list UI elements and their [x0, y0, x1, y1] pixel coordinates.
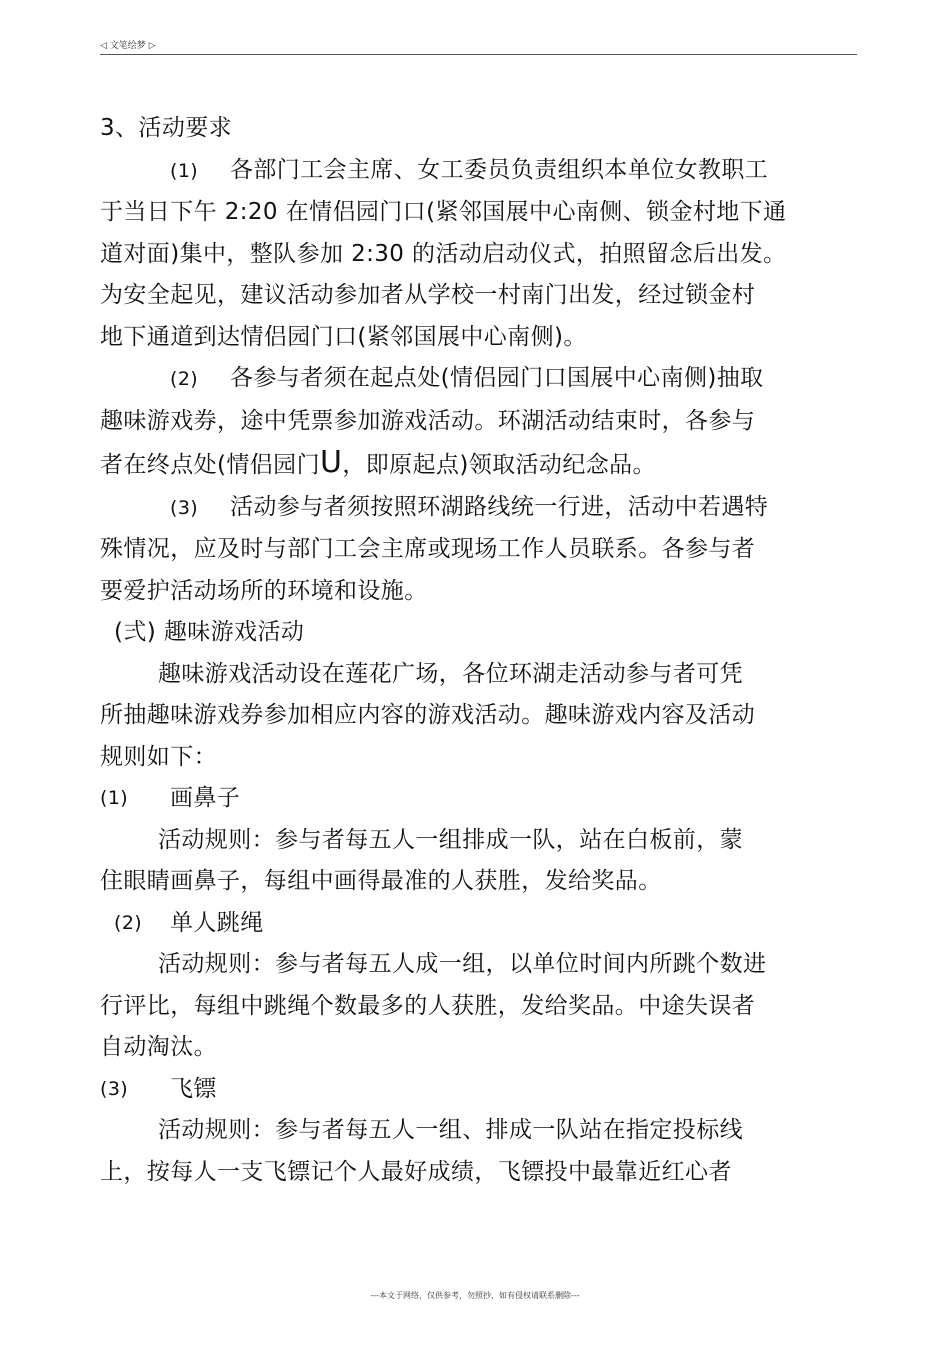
paragraph-line: 地下通道到达情侣园门口(紧邻国展中心南侧)。	[100, 323, 587, 350]
paragraph-line: 住眼睛画鼻子，每组中画得最准的人获胜，发给奖品。	[100, 868, 662, 894]
game-number: (2)	[114, 911, 143, 934]
game-name: 单人跳绳	[170, 909, 264, 936]
paragraph-line: 道对面)集中，整队参加 2:30 的活动启动仪式，拍照留念后出发。	[100, 240, 787, 267]
paragraph-line: 行评比，每组中跳绳个数最多的人获胜，发给奖品。中途失误者	[100, 992, 756, 1019]
line-text: 各参与者须在起点处(情侣园门口国展中心南侧)抽取	[230, 365, 764, 391]
section-heading: 3、活动要求	[100, 115, 233, 141]
game-name: 飞镖	[170, 1075, 217, 1102]
paragraph-line: 趣味游戏券，途中凭票参加游戏活动。环湖活动结束时，各参与	[100, 407, 756, 434]
paragraph-line: 自动淘汰。	[100, 1034, 217, 1060]
document-body	[100, 108, 860, 1193]
paragraph-line	[100, 150, 860, 193]
game-number: (3)	[100, 1077, 129, 1100]
line-text: 者在终点处(情侣园门	[100, 452, 320, 478]
header-text: 文笔绘梦	[109, 41, 146, 51]
line-text-u: U	[319, 445, 343, 480]
game-title	[100, 903, 860, 945]
paragraph-line: 要爱护活动场所的环境和设施。	[100, 577, 428, 604]
paragraph-line: 为安全起见，建议活动参加者从学校一村南门出发，经过锁金村	[100, 282, 756, 308]
paragraph-line: 活动规则：参与者每五人一组排成一队，站在白板前，蒙	[158, 826, 743, 853]
paragraph-line: 上，按每人一支飞镖记个人最好成绩，飞镖投中最靠近红心者	[100, 1158, 732, 1185]
paragraph-line: 所抽趣味游戏券参加相应内容的游戏活动。趣味游戏内容及活动	[100, 702, 756, 728]
paragraph-line: 活动规则：参与者每五人成一组，以单位时间内所跳个数进	[158, 951, 767, 977]
paragraph-line	[100, 442, 860, 487]
paragraph-line: 趣味游戏活动设在莲花广场，各位环湖走活动参与者可凭	[158, 660, 743, 687]
game-title	[100, 778, 860, 820]
page-footer: ---本文于网络，仅供参考，勿照抄，如有侵权请联系删除---	[370, 1291, 580, 1300]
line-text: 各部门工会主席、女工委员负责组织本单位女教职工	[230, 156, 769, 183]
item-number: (2)	[170, 368, 199, 390]
paragraph-line: 于当日下午 2:20 在情侣园门口(紧邻国展中心南侧、锁金村地下通	[100, 199, 787, 225]
paragraph-line: 活动规则：参与者每五人一组、排成一队站在指定投标线	[158, 1117, 743, 1143]
paragraph-line: 规则如下：	[100, 743, 217, 770]
item-number: (1)	[170, 159, 199, 182]
section-heading: (弍) 趣味游戏活动	[114, 619, 305, 645]
line-text: 活动参与者须按照环湖路线统一行进，活动中若遇特	[230, 493, 769, 520]
game-title	[100, 1069, 860, 1111]
right-triangle-icon: ▷	[148, 41, 156, 51]
item-number: (3)	[170, 496, 199, 519]
paragraph-line	[100, 487, 860, 530]
game-name: 画鼻子	[170, 785, 241, 811]
line-text: ，即原起点)领取活动纪念品。	[342, 452, 656, 478]
page-header	[100, 38, 857, 55]
paragraph-line	[100, 358, 860, 401]
paragraph-line: 殊情况，应及时与部门工会主席或现场工作人员联系。各参与者	[100, 536, 756, 562]
left-triangle-icon: ◁	[100, 41, 107, 51]
game-number: (1)	[100, 787, 129, 809]
